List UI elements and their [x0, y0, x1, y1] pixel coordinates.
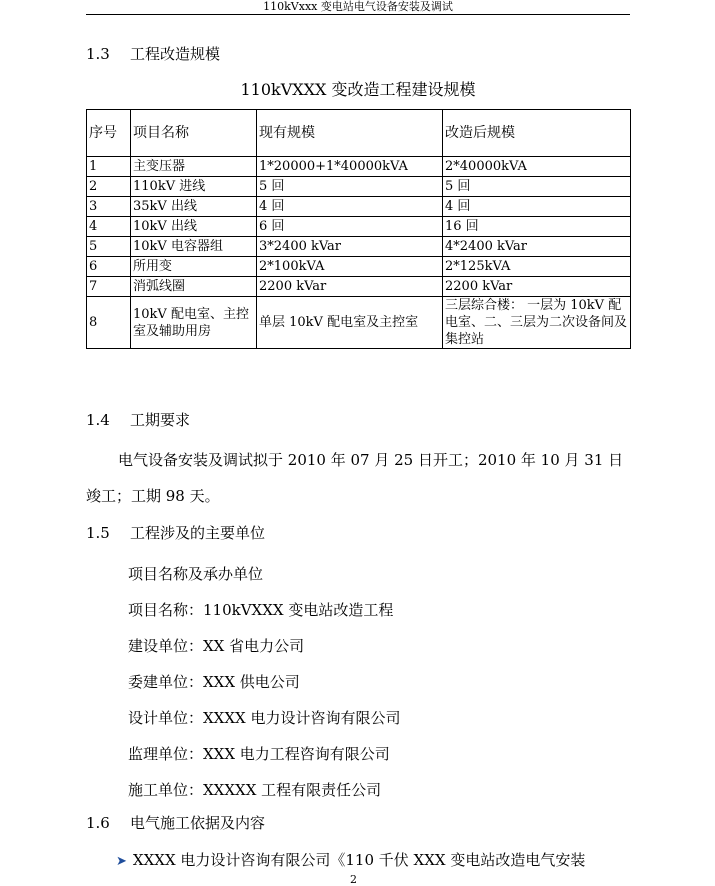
unit-line: 项目名称及承办单位 [128, 565, 264, 583]
table-cell: 消弧线圈 [131, 277, 257, 297]
scale-table [86, 109, 631, 349]
section-number: 1.6 [86, 814, 110, 832]
schedule-paragraph-line-1: 电气设备安装及调试拟于 2010 年 07 月 25 日开工；2010 年 10 月 31 日 [118, 451, 624, 469]
table-cell: 6 [87, 257, 131, 277]
table-cell: 35kV 出线 [131, 197, 257, 217]
column-header: 项目名称 [131, 110, 257, 157]
section-heading-1-3 [86, 44, 220, 64]
section-title: 工程涉及的主要单位 [130, 524, 266, 542]
unit-line: 监理单位：XXX 电力工程咨询有限公司 [128, 745, 390, 763]
column-header: 改造后规模 [443, 110, 631, 157]
table-cell: 5 回 [257, 177, 443, 197]
table-cell: 4 回 [443, 197, 631, 217]
column-header: 序号 [87, 110, 131, 157]
table-cell: 5 [87, 237, 131, 257]
section-title: 工期要求 [130, 411, 191, 429]
unit-line: 施工单位：XXXXX 工程有限责任公司 [128, 781, 382, 799]
section-number: 1.5 [86, 524, 110, 542]
section-number: 1.4 [86, 411, 110, 429]
table-cell: 所用变 [131, 257, 257, 277]
table-row [87, 177, 631, 197]
schedule-paragraph-line-2: 竣工；工期 98 天。 [86, 487, 220, 505]
table-cell: 4 回 [257, 197, 443, 217]
table-cell: 主变压器 [131, 157, 257, 177]
arrow-bullet-icon: ➤ [116, 854, 127, 869]
table-cell: 2 [87, 177, 131, 197]
section-number: 1.3 [86, 45, 110, 63]
column-header: 现有规模 [257, 110, 443, 157]
table-cell: 5 回 [443, 177, 631, 197]
section-heading-1-6 [86, 813, 265, 833]
table-row [87, 257, 631, 277]
table-row [87, 157, 631, 177]
table-cell: 7 [87, 277, 131, 297]
section-title: 工程改造规模 [130, 45, 221, 63]
table-cell: 1*20000+1*40000kVA [257, 157, 443, 177]
unit-line: 设计单位：XXXX 电力设计咨询有限公司 [128, 709, 401, 727]
table-row [87, 277, 631, 297]
table-cell: 三层综合楼： 一层为 10kV 配电室、二、三层为二次设备间及集控站 [443, 297, 631, 349]
unit-line: 建设单位：XX 省电力公司 [128, 637, 305, 655]
table-cell: 1 [87, 157, 131, 177]
running-header: 110kVxxx 变电站电气设备安装及调试 [86, 0, 630, 15]
table-row [87, 297, 631, 349]
table-cell: 2*125kVA [443, 257, 631, 277]
table-cell: 3 [87, 197, 131, 217]
table-cell: 4*2400 kVar [443, 237, 631, 257]
table-cell: 10kV 配电室、主控室及辅助用房 [131, 297, 257, 349]
table-cell: 10kV 出线 [131, 217, 257, 237]
table-cell: 单层 10kV 配电室及主控室 [257, 297, 443, 349]
table-row [87, 237, 631, 257]
section-title: 电气施工依据及内容 [130, 814, 266, 832]
table-cell: 3*2400 kVar [257, 237, 443, 257]
unit-line: 委建单位：XXX 供电公司 [128, 673, 300, 691]
table-cell: 8 [87, 297, 131, 349]
section-heading-1-5 [86, 523, 265, 543]
table-cell: 4 [87, 217, 131, 237]
bullet-item [116, 850, 585, 872]
table-row [87, 217, 631, 237]
bullet-text: XXXX 电力设计咨询有限公司《110 千伏 XXX 变电站改造电气安装 [132, 851, 586, 869]
table-cell: 2200 kVar [257, 277, 443, 297]
table-cell: 2200 kVar [443, 277, 631, 297]
unit-line: 项目名称：110kVXXX 变电站改造工程 [128, 601, 394, 619]
table-cell: 110kV 进线 [131, 177, 257, 197]
table-header-row [87, 110, 631, 157]
table-cell: 16 回 [443, 217, 631, 237]
table-cell: 2*100kVA [257, 257, 443, 277]
table-title: 110kVXXX 变改造工程建设规模 [240, 80, 476, 99]
section-heading-1-4 [86, 410, 190, 430]
table-row [87, 197, 631, 217]
table-cell: 2*40000kVA [443, 157, 631, 177]
table-cell: 10kV 电容器组 [131, 237, 257, 257]
table-cell: 6 回 [257, 217, 443, 237]
page-number: 2 [350, 873, 357, 886]
